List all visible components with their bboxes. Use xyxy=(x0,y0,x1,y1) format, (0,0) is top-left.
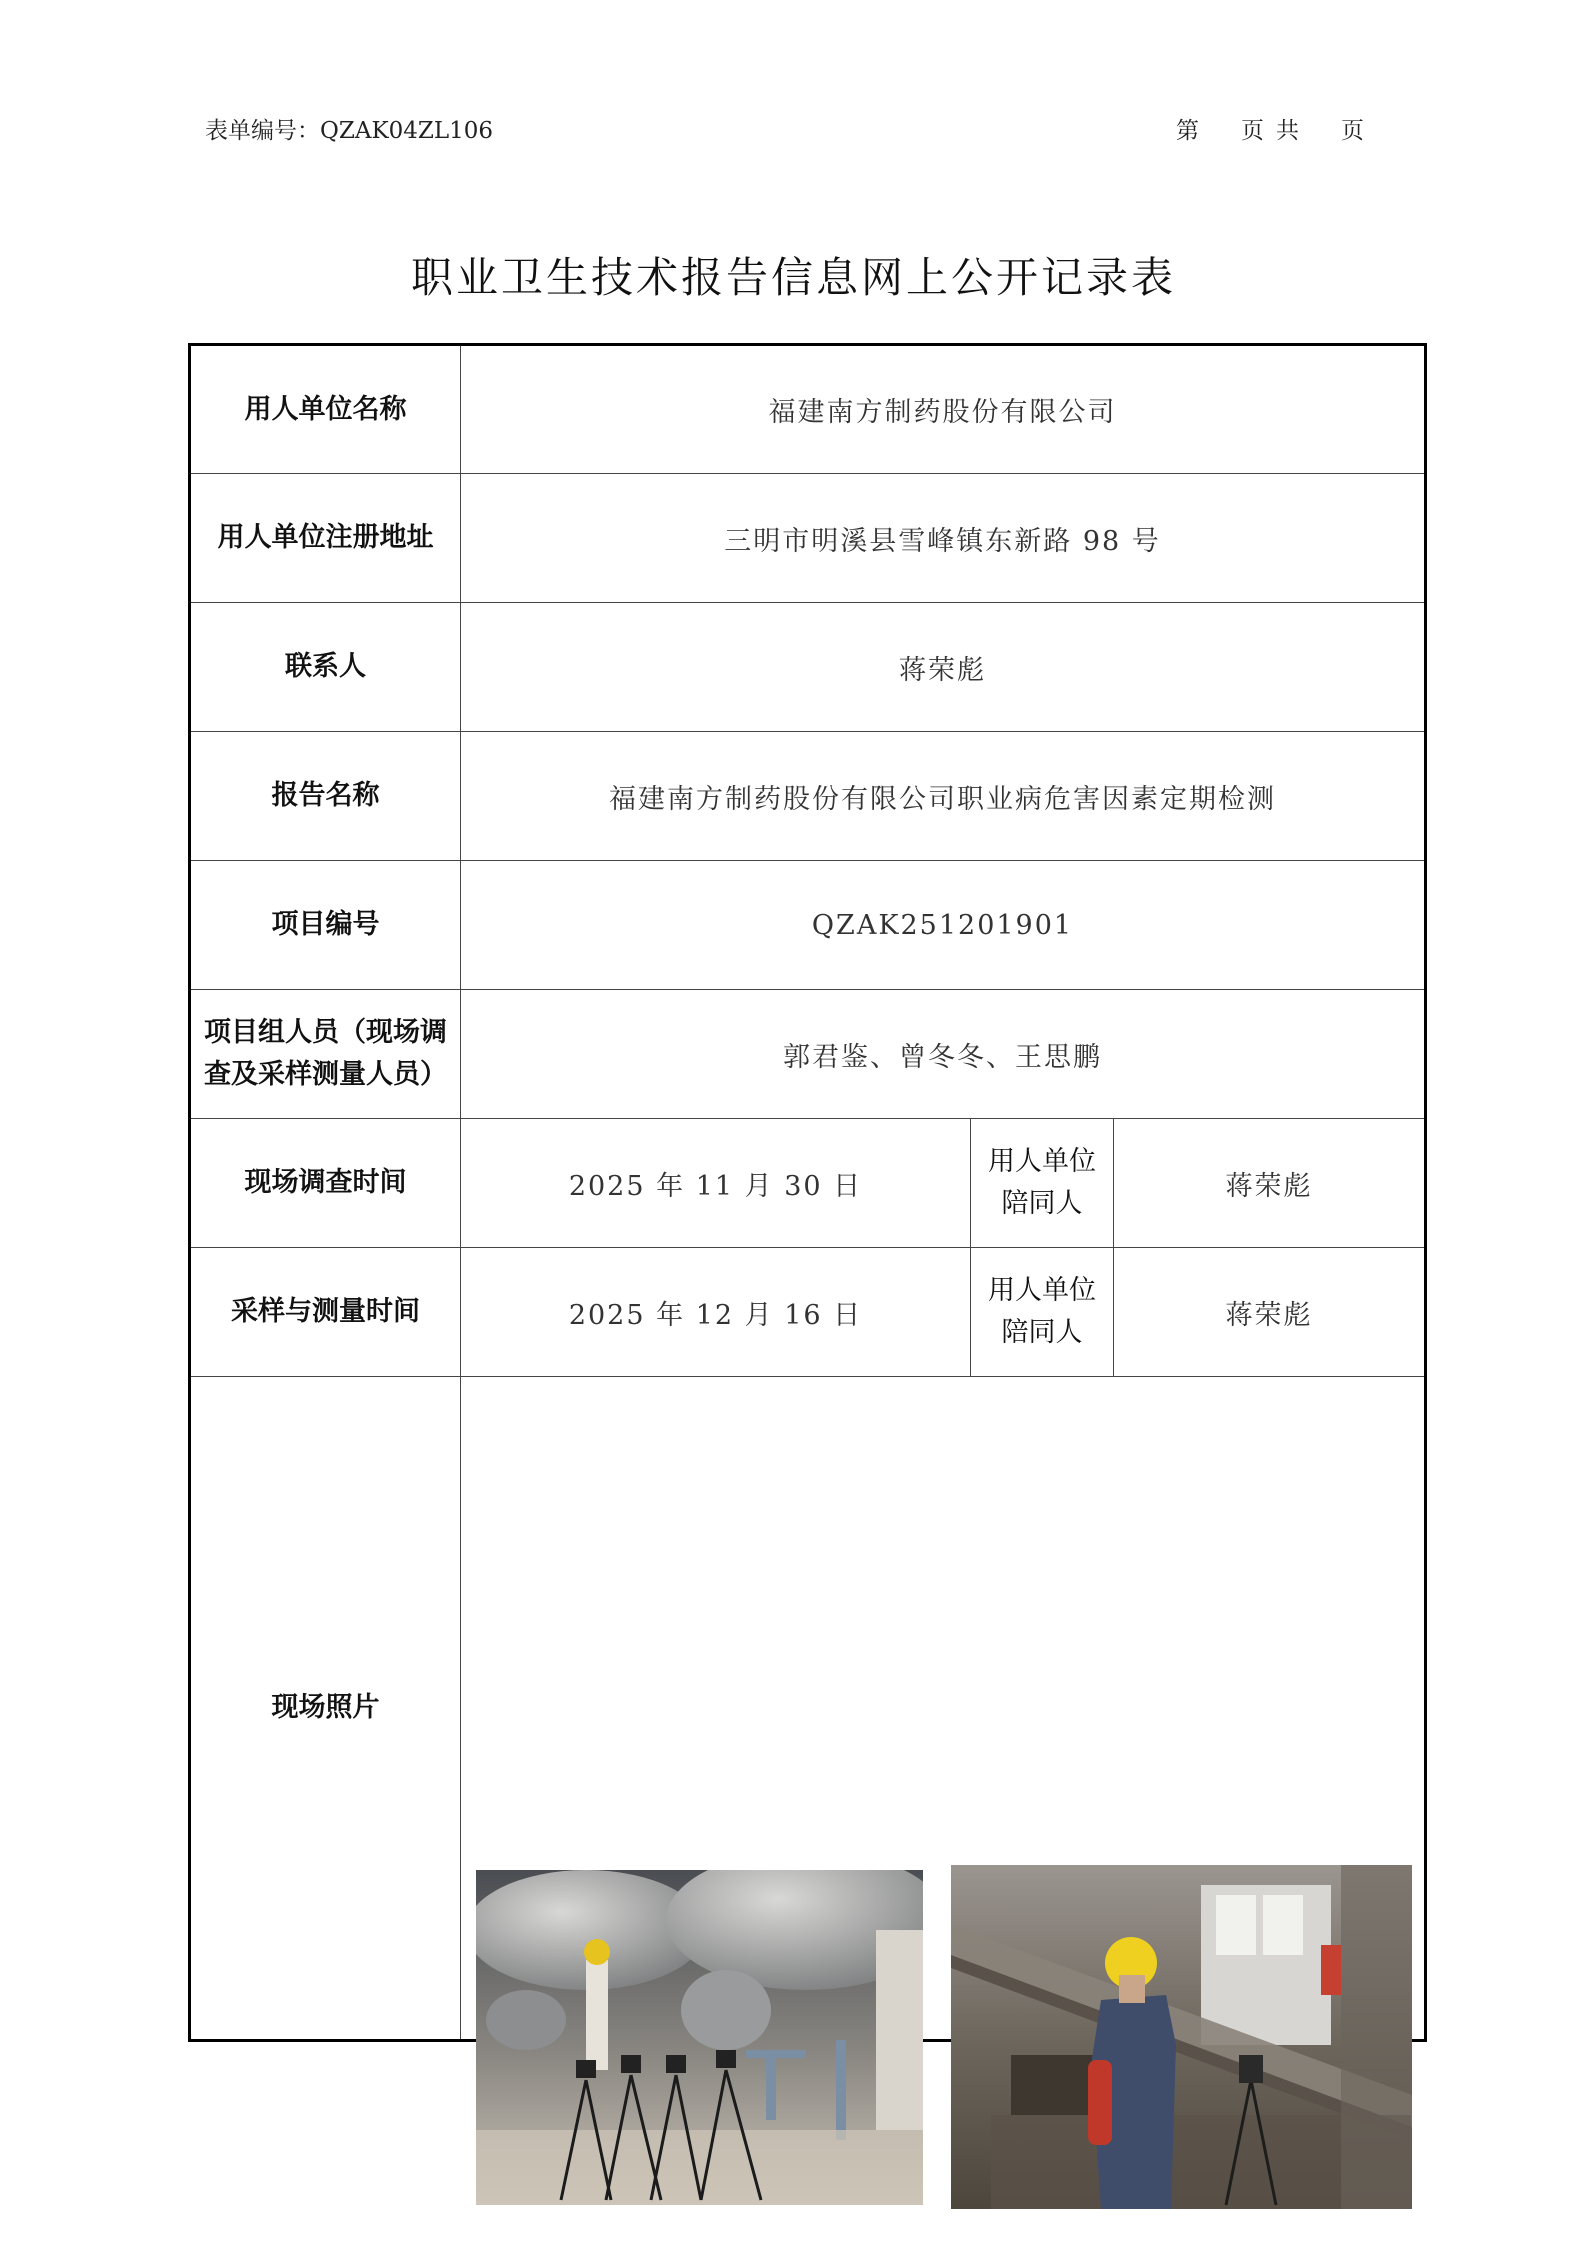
row-team xyxy=(190,990,1426,1119)
value-survey-companion: 蒋荣彪 xyxy=(1114,1119,1426,1248)
label-team-line2: 查及采样测量人员） xyxy=(204,1059,447,1090)
row-report-name xyxy=(190,732,1426,861)
label-team-line1: 项目组人员（现场调 xyxy=(204,1017,447,1048)
label-unit-name: 用人单位名称 xyxy=(190,345,461,474)
page-gong: 共 xyxy=(1276,118,1299,144)
value-contact: 蒋荣彪 xyxy=(461,603,1426,732)
value-survey-time: 2025 年 11 月 30 日 xyxy=(461,1119,971,1248)
label-sampling-time: 采样与测量时间 xyxy=(190,1248,461,1377)
value-sampling-time: 2025 年 12 月 16 日 xyxy=(461,1248,971,1377)
value-unit-name: 福建南方制药股份有限公司 xyxy=(461,345,1426,474)
label-survey-companion-line2: 陪同人 xyxy=(1001,1188,1083,1219)
row-sampling-time xyxy=(190,1248,1426,1377)
row-unit-name xyxy=(190,345,1426,474)
label-project-no: 项目编号 xyxy=(190,861,461,990)
value-team: 郭君鉴、曾冬冬、王思鹏 xyxy=(461,990,1426,1119)
label-sampling-companion-line1: 用人单位 xyxy=(988,1275,1096,1306)
page-ye1: 页 xyxy=(1241,118,1264,144)
page-title: 职业卫生技术报告信息网上公开记录表 xyxy=(410,253,1176,302)
site-photo-1 xyxy=(476,1870,923,2205)
form-number xyxy=(205,112,493,145)
form-number-label: 表单编号： xyxy=(205,118,320,144)
value-unit-address: 三明市明溪县雪峰镇东新路 98 号 xyxy=(461,474,1426,603)
row-contact xyxy=(190,603,1426,732)
label-sampling-companion xyxy=(971,1248,1114,1377)
value-report-name: 福建南方制药股份有限公司职业病危害因素定期检测 xyxy=(461,732,1426,861)
page-ye2: 页 xyxy=(1341,118,1364,144)
photos-cell xyxy=(461,1377,1426,2041)
label-team xyxy=(190,990,461,1119)
record-table xyxy=(188,343,1427,2042)
page-indicator xyxy=(1176,112,1364,145)
label-contact: 联系人 xyxy=(190,603,461,732)
row-photos xyxy=(190,1377,1426,2041)
label-survey-companion xyxy=(971,1119,1114,1248)
row-project-no xyxy=(190,861,1426,990)
row-unit-address xyxy=(190,474,1426,603)
form-number-value: QZAK04ZL106 xyxy=(320,118,494,144)
row-survey-time xyxy=(190,1119,1426,1248)
label-unit-address: 用人单位注册地址 xyxy=(190,474,461,603)
label-sampling-companion-line2: 陪同人 xyxy=(1001,1317,1083,1348)
value-project-no: QZAK251201901 xyxy=(461,861,1426,990)
value-sampling-companion: 蒋荣彪 xyxy=(1114,1248,1426,1377)
site-photo-2 xyxy=(951,1865,1412,2209)
label-report-name: 报告名称 xyxy=(190,732,461,861)
label-survey-time: 现场调查时间 xyxy=(190,1119,461,1248)
label-photos: 现场照片 xyxy=(190,1377,461,2041)
label-survey-companion-line1: 用人单位 xyxy=(988,1146,1096,1177)
page-di: 第 xyxy=(1176,118,1199,144)
